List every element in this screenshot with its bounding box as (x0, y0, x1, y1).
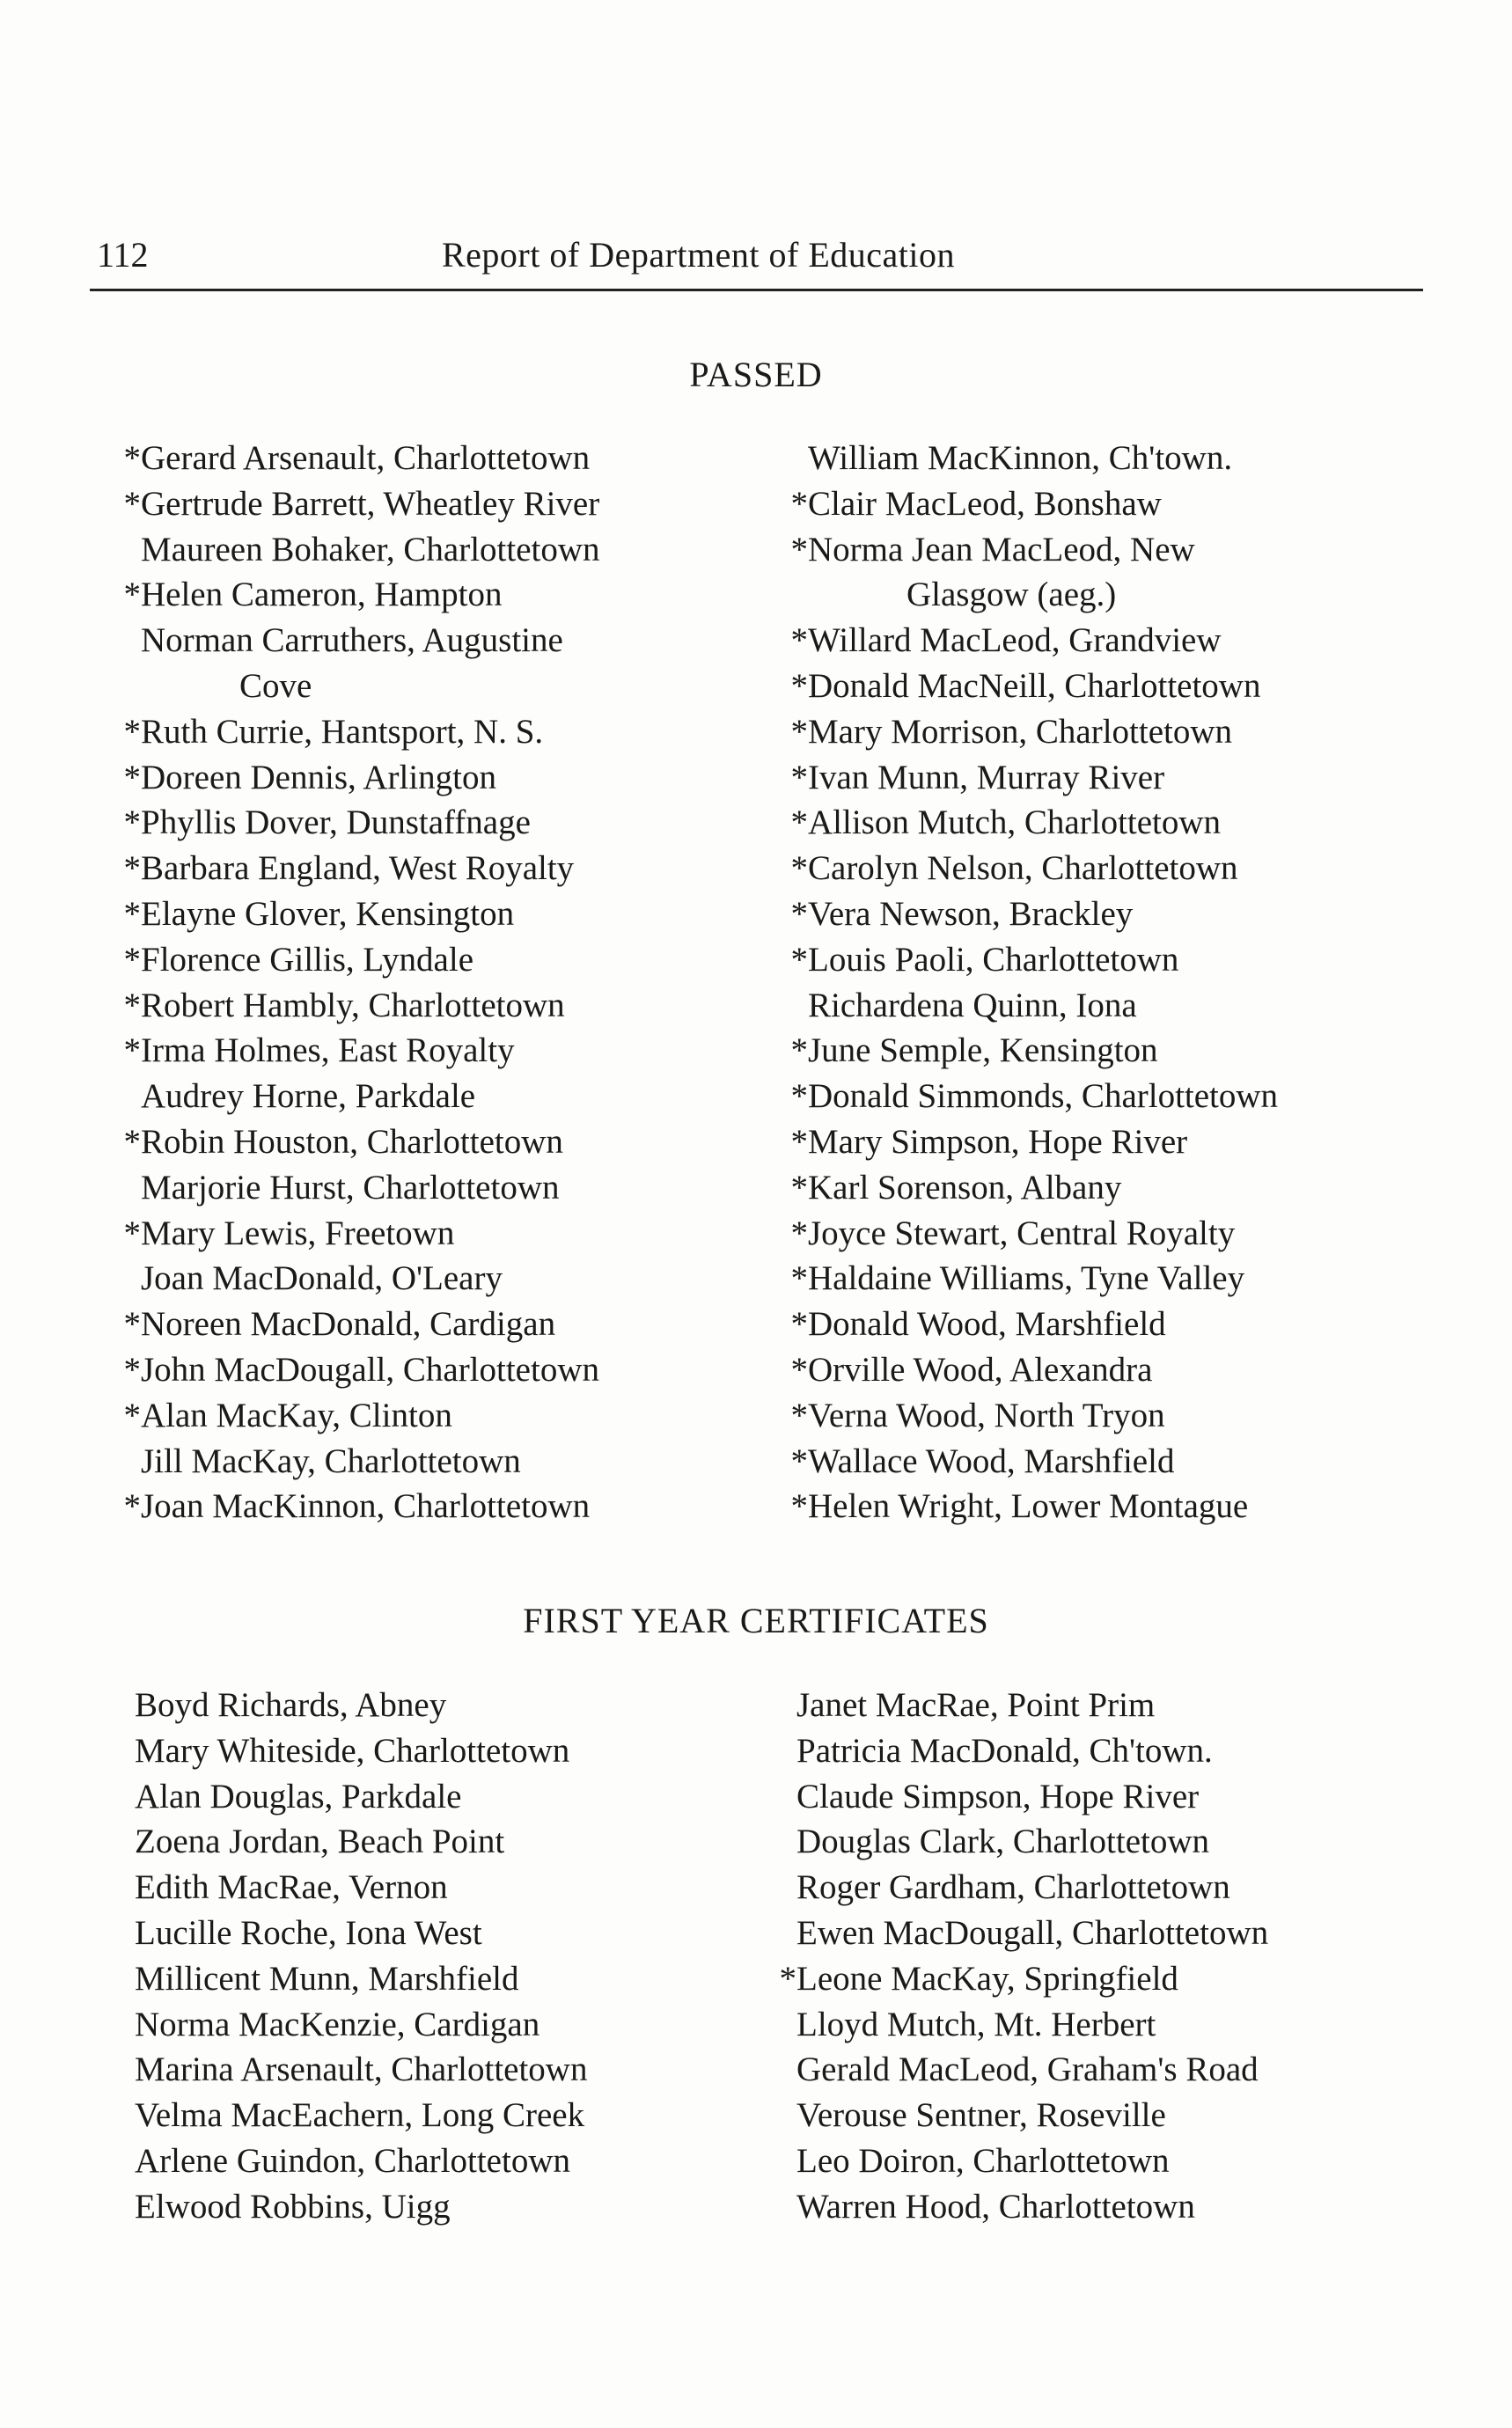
name-entry (123, 755, 600, 801)
name-entry (123, 1393, 600, 1439)
name-text: Robin Houston, Charlottetown (141, 1122, 563, 1161)
asterisk-mark: * (790, 666, 808, 705)
name-entry (123, 572, 600, 618)
asterisk-mark: * (123, 1305, 141, 1344)
name-text: Orville Wood, Alexandra (808, 1350, 1153, 1389)
asterisk-mark: * (123, 712, 141, 751)
name-text: Jill MacKay, Charlottetown (141, 1441, 521, 1480)
name-text: Maureen Bohaker, Charlottetown (141, 530, 600, 568)
asterisk-mark: * (790, 530, 808, 568)
name-entry (790, 1165, 1278, 1211)
name-text: Doreen Dennis, Arlington (141, 758, 497, 796)
name-text: Allison Mutch, Charlottetown (808, 803, 1222, 842)
asterisk-mark: * (790, 712, 808, 751)
asterisk-mark: * (123, 484, 141, 523)
asterisk-mark: * (123, 986, 141, 1024)
name-text: Helen Wright, Lower Montague (808, 1487, 1249, 1526)
name-text: Marina Arsenault, Charlottetown (135, 2050, 588, 2089)
passed-left-column (123, 436, 600, 1529)
running-title: Report of Department of Education (442, 235, 955, 275)
asterisk-mark: * (790, 1441, 808, 1480)
name-entry (135, 2138, 587, 2184)
name-entry (790, 1074, 1279, 1119)
asterisk-mark: * (790, 1214, 808, 1252)
asterisk-mark: * (123, 1396, 141, 1434)
name-entry (790, 800, 1278, 846)
header-rule (90, 289, 1423, 291)
name-text: Alan Douglas, Parkdale (135, 1777, 462, 1815)
name-text: Lloyd Mutch, Mt. Herbert (796, 2005, 1156, 2043)
name-entry (141, 1256, 600, 1302)
name-entry (123, 1347, 600, 1393)
name-text: Claude Simpson, Hope River (796, 1777, 1200, 1815)
name-text: Norman Carruthers, Augustine (141, 621, 563, 660)
name-entry (123, 1484, 600, 1529)
name-text: Ivan Munn, Murray River (808, 758, 1165, 796)
name-entry (123, 937, 600, 983)
asterisk-mark: * (123, 1487, 141, 1526)
asterisk-mark: * (123, 1350, 141, 1389)
asterisk-mark: * (790, 1077, 808, 1116)
name-entry (790, 664, 1278, 709)
name-text: Boyd Richards, Abney (135, 1686, 447, 1724)
name-entry (135, 2093, 587, 2138)
asterisk-mark: * (779, 1959, 796, 1998)
name-entry (123, 800, 600, 846)
name-text: June Semple, Kensington (808, 1031, 1158, 1070)
name-entry (796, 2002, 1268, 2048)
name-text: Vera Newson, Brackley (808, 894, 1134, 933)
asterisk-mark: * (123, 940, 141, 979)
name-text: Gerald MacLeod, Graham's Road (796, 2050, 1259, 2089)
asterisk-mark: * (123, 849, 141, 888)
name-text: William MacKinnon, Ch'town. (808, 439, 1233, 477)
name-text: Joan MacDonald, O'Leary (141, 1259, 503, 1298)
name-entry (790, 1484, 1278, 1529)
name-entry (135, 1865, 587, 1911)
name-entry-continuation (141, 664, 600, 709)
name-entry (790, 1028, 1278, 1074)
name-text: Florence Gillis, Lyndale (141, 940, 474, 979)
name-entry (808, 436, 1278, 481)
name-entry (141, 1074, 600, 1119)
name-entry (141, 1165, 600, 1211)
name-text: Norma Jean MacLeod, New (808, 530, 1195, 568)
name-text: Noreen MacDonald, Cardigan (141, 1305, 556, 1344)
name-text: Warren Hood, Charlottetown (796, 2187, 1195, 2226)
asterisk-mark: * (790, 1259, 808, 1298)
asterisk-mark: * (790, 1031, 808, 1070)
name-text: Irma Holmes, East Royalty (141, 1031, 515, 1070)
name-entry (796, 2093, 1268, 2138)
name-text: Leone MacKay, Springfield (796, 1959, 1178, 1998)
name-entry (790, 1211, 1278, 1257)
name-entry (135, 2184, 587, 2230)
asterisk-mark: * (790, 621, 808, 660)
name-entry (123, 436, 600, 481)
name-entry (796, 2047, 1268, 2093)
name-entry (141, 527, 600, 573)
name-text: Joan MacKinnon, Charlottetown (141, 1487, 591, 1526)
asterisk-mark: * (123, 803, 141, 842)
name-entry (135, 1819, 587, 1865)
name-entry (123, 891, 600, 937)
name-entry (123, 709, 600, 755)
name-text: Gertrude Barrett, Wheatley River (141, 484, 600, 523)
name-text: Donald MacNeill, Charlottetown (808, 666, 1261, 705)
name-entry (135, 1956, 587, 2002)
name-text: Verouse Sentner, Roseville (796, 2096, 1166, 2135)
name-text: Elayne Glover, Kensington (141, 894, 515, 933)
asterisk-mark: * (123, 894, 141, 933)
name-text: Elwood Robbins, Uigg (135, 2187, 451, 2226)
name-text: Janet MacRae, Point Prim (796, 1686, 1156, 1724)
name-entry (796, 1774, 1268, 1820)
name-text: Mary Whiteside, Charlottetown (135, 1731, 570, 1770)
first-year-left-column (135, 1683, 587, 2230)
name-text: Glasgow (aeg.) (906, 576, 1117, 614)
name-text: Douglas Clark, Charlottetown (796, 1823, 1210, 1861)
asterisk-mark: * (790, 1396, 808, 1434)
name-entry (790, 709, 1278, 755)
name-entry (141, 618, 600, 664)
asterisk-mark: * (123, 576, 141, 614)
name-entry (796, 1911, 1268, 1956)
name-entry (790, 527, 1278, 573)
asterisk-mark: * (790, 849, 808, 888)
name-text: Millicent Munn, Marshfield (135, 1959, 519, 1998)
name-text: Alan MacKay, Clinton (141, 1396, 452, 1434)
name-entry (790, 891, 1278, 937)
name-text: Gerard Arsenault, Charlottetown (141, 439, 591, 477)
name-entry (790, 1256, 1278, 1302)
name-text: Barbara England, West Royalty (141, 849, 575, 888)
name-text: Richardena Quinn, Iona (808, 986, 1137, 1024)
asterisk-mark: * (123, 758, 141, 796)
name-entry (790, 755, 1278, 801)
name-text: Willard MacLeod, Grandview (808, 621, 1222, 660)
asterisk-mark: * (123, 1214, 141, 1252)
name-entry (808, 983, 1278, 1029)
name-entry (141, 1439, 600, 1485)
name-entry (790, 481, 1278, 527)
name-entry (135, 2047, 587, 2093)
name-text: Norma MacKenzie, Cardigan (135, 2005, 540, 2043)
name-text: Ruth Currie, Hantsport, N. S. (141, 712, 544, 751)
name-text: John MacDougall, Charlottetown (141, 1350, 599, 1389)
name-entry (790, 846, 1278, 891)
name-entry (796, 1728, 1268, 1774)
name-entry (135, 2002, 587, 2048)
name-text: Lucille Roche, Iona West (135, 1913, 482, 1952)
name-entry (790, 1302, 1278, 1347)
name-entry (779, 1956, 1268, 2002)
asterisk-mark: * (790, 1122, 808, 1161)
name-text: Mary Morrison, Charlottetown (808, 712, 1233, 751)
name-text: Joyce Stewart, Central Royalty (808, 1214, 1236, 1252)
name-entry (123, 481, 600, 527)
name-entry-continuation (808, 572, 1278, 618)
page-header (90, 231, 1423, 287)
name-entry (123, 1119, 600, 1165)
name-entry (790, 1393, 1278, 1439)
passed-heading: PASSED (689, 355, 823, 394)
asterisk-mark: * (790, 758, 808, 796)
name-entry (135, 1911, 587, 1956)
asterisk-mark: * (123, 1031, 141, 1070)
name-entry (790, 937, 1278, 983)
name-text: Leo Doiron, Charlottetown (796, 2141, 1170, 2180)
name-entry (135, 1728, 587, 1774)
asterisk-mark: * (123, 1122, 141, 1161)
name-text: Carolyn Nelson, Charlottetown (808, 849, 1238, 888)
asterisk-mark: * (790, 1350, 808, 1389)
name-entry (135, 1774, 587, 1820)
first-year-heading: FIRST YEAR CERTIFICATES (523, 1601, 989, 1640)
name-text: Zoena Jordan, Beach Point (135, 1823, 505, 1861)
asterisk-mark: * (790, 1305, 808, 1344)
name-text: Karl Sorenson, Albany (808, 1168, 1122, 1207)
name-text: Robert Hambly, Charlottetown (141, 986, 565, 1024)
asterisk-mark: * (790, 1487, 808, 1526)
name-text: Helen Cameron, Hampton (141, 576, 503, 614)
name-text: Edith MacRae, Vernon (135, 1868, 448, 1907)
name-text: Patricia MacDonald, Ch'town. (796, 1731, 1213, 1770)
name-text: Mary Lewis, Freetown (141, 1214, 455, 1252)
name-entry (790, 1347, 1278, 1393)
name-text: Phyllis Dover, Dunstaffnage (141, 803, 531, 842)
name-text: Mary Simpson, Hope River (808, 1122, 1188, 1161)
name-text: Arlene Guindon, Charlottetown (135, 2141, 570, 2180)
passed-right-column (790, 436, 1279, 1529)
name-text: Roger Gardham, Charlottetown (796, 1868, 1230, 1907)
name-text: Cove (239, 666, 312, 705)
name-text: Audrey Horne, Parkdale (141, 1077, 476, 1116)
name-text: Clair MacLeod, Bonshaw (808, 484, 1162, 523)
name-entry (123, 846, 600, 891)
name-text: Marjorie Hurst, Charlottetown (141, 1168, 560, 1207)
name-entry (135, 1683, 587, 1728)
name-entry (123, 1211, 600, 1257)
name-entry (790, 1119, 1278, 1165)
asterisk-mark: * (790, 940, 808, 979)
name-text: Haldaine Williams, Tyne Valley (808, 1259, 1245, 1298)
asterisk-mark: * (123, 439, 141, 477)
name-text: Ewen MacDougall, Charlottetown (796, 1913, 1269, 1952)
name-entry (790, 618, 1278, 664)
name-text: Verna Wood, North Tryon (808, 1396, 1165, 1434)
first-year-right-column (779, 1683, 1269, 2230)
name-text: Louis Paoli, Charlottetown (808, 940, 1179, 979)
asterisk-mark: * (790, 1168, 808, 1207)
name-text: Wallace Wood, Marshfield (808, 1441, 1175, 1480)
name-entry (796, 1683, 1268, 1728)
name-entry (123, 1028, 600, 1074)
name-entry (790, 1439, 1278, 1485)
asterisk-mark: * (790, 803, 808, 842)
name-text: Donald Simmonds, Charlottetown (808, 1077, 1279, 1116)
asterisk-mark: * (790, 894, 808, 933)
name-entry (123, 1302, 600, 1347)
name-entry (796, 2184, 1268, 2230)
name-entry (796, 1865, 1268, 1911)
page-number: 112 (97, 235, 149, 275)
name-text: Velma MacEachern, Long Creek (135, 2096, 585, 2135)
name-entry (796, 1819, 1268, 1865)
name-entry (796, 2138, 1268, 2184)
asterisk-mark: * (790, 484, 808, 523)
name-text: Donald Wood, Marshfield (808, 1305, 1166, 1344)
name-entry (123, 983, 600, 1029)
